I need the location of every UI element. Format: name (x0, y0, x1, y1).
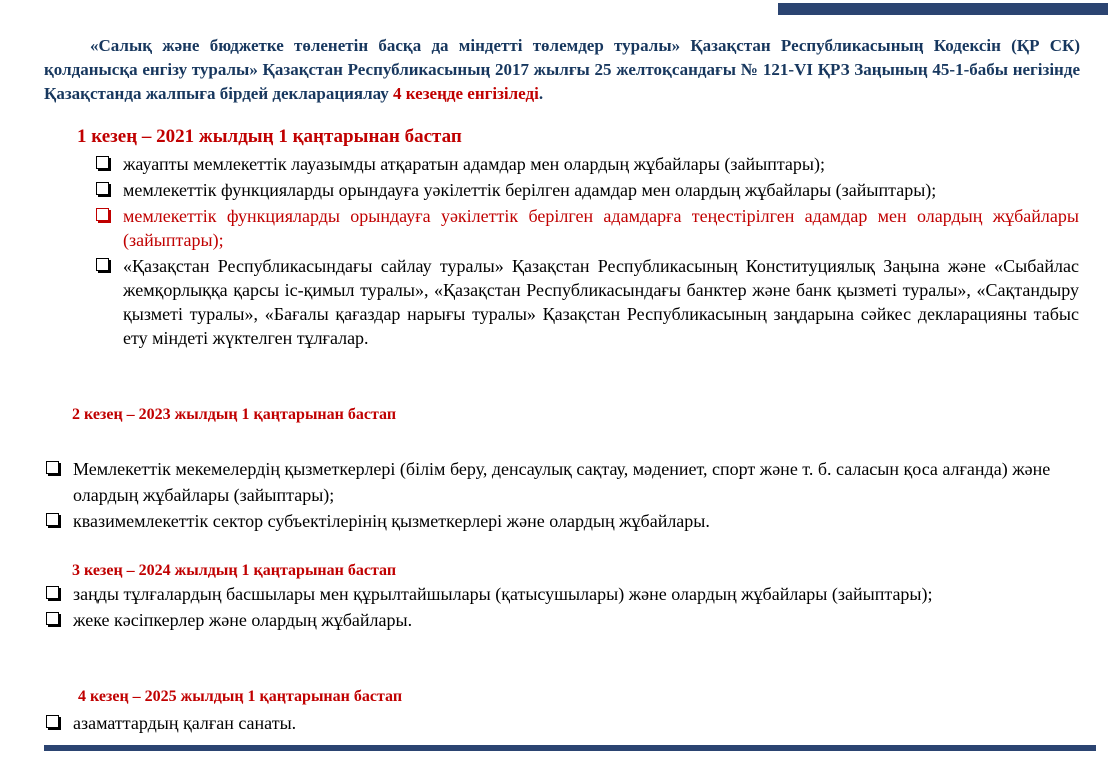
intro-highlight: 4 кезеңде енгізіледі (393, 84, 539, 103)
list-item-highlighted (123, 204, 1079, 252)
checkbox-bullet-icon (46, 461, 59, 474)
stage-2-heading: 2 кезең – 2023 жылдың 1 қаңтарынан бастап (72, 406, 397, 423)
stage-1-list (123, 152, 1079, 352)
list-item-text: азаматтардың қалған санаты. (73, 713, 297, 733)
list-item-text: квазимемлекеттік сектор субъектілерінің қызметкерлері және олардың жұбайлары. (73, 511, 710, 531)
list-item (123, 152, 1079, 176)
intro-text: «Салық және бюджетке төленетін басқа да міндетті төлемдер туралы» Қазақстан Республикасының Кодексін (ҚР СК) қолданысқа енгізу туралы» Қазақстан Республикасының 2017 жылғы 25 желтоқсандағы № 121-VI ҚРЗ Заңының 45-1-бабы негізінде Қазақстанда жалпыға бірдей декларациялау (44, 36, 1080, 103)
checkbox-bullet-icon (96, 182, 109, 195)
list-item (73, 456, 1063, 508)
bottom-decorative-bar (44, 745, 1096, 751)
list-item (73, 607, 1063, 633)
list-item (73, 508, 1063, 534)
list-item-text: заңды тұлғалардың басшылары мен құрылтайшылары (қатысушылары) және олардың жұбайлары (зайыптары); (73, 584, 933, 604)
top-decorative-bar (778, 3, 1108, 15)
checkbox-bullet-icon (46, 612, 59, 625)
intro-paragraph (44, 34, 1080, 106)
list-item (73, 581, 1063, 607)
checkbox-bullet-icon (96, 156, 109, 169)
checkbox-bullet-icon (46, 586, 59, 599)
list-item-text: жеке кәсіпкерлер және олардың жұбайлары. (73, 610, 413, 630)
checkbox-bullet-icon (96, 208, 109, 221)
stage-2-list (73, 456, 1063, 534)
stage-1-heading: 1 кезең – 2021 жылдың 1 қаңтарынан бастап (77, 126, 462, 147)
checkbox-bullet-icon (46, 513, 59, 526)
stage-4-heading: 4 кезең – 2025 жылдың 1 қаңтарынан бастап (78, 688, 403, 705)
list-item (123, 178, 1079, 202)
list-item (123, 254, 1079, 350)
stage-4-list (73, 710, 1063, 736)
stage-3-heading: 3 кезең – 2024 жылдың 1 қаңтарынан бастап (72, 562, 397, 579)
list-item-text: мемлекеттік функцияларды орындауға уәкілеттік берілген адамдарға теңестірілген адамдар мен олардың жұбайлары (зайыптары); (123, 206, 1079, 250)
list-item-text: Мемлекеттік мекемелердің қызметкерлері (білім беру, денсаулық сақтау, мәдениет, спорт және т. б. саласын қоса алғанда) және олардың жұбайлары (зайыптары); (73, 459, 1051, 505)
checkbox-bullet-icon (46, 715, 59, 728)
intro-end: . (538, 84, 544, 103)
checkbox-bullet-icon (96, 258, 109, 271)
list-item-text: мемлекеттік функцияларды орындауға уәкілеттік берілген адамдар мен олардың жұбайлары (зайыптары); (123, 180, 937, 200)
list-item (73, 710, 1063, 736)
list-item-text: жауапты мемлекеттік лауазымды атқаратын адамдар мен олардың жұбайлары (зайыптары); (123, 154, 825, 174)
stage-3-list (73, 581, 1063, 633)
list-item-text: «Қазақстан Республикасындағы сайлау туралы» Қазақстан Республикасының Конституциялық Заңына және «Сыбайлас жемқорлыққа қарсы іс-қимыл туралы», «Қазақстан Республикасындағы банктер және банк қызметі туралы», «Сақтандыру қызметі туралы», «Бағалы қағаздар нарығы туралы» Қазақстан Республикасының заңдарына сәйкес декларацияны табыс ету міндеті жүктелген тұлғалар. (123, 256, 1079, 348)
